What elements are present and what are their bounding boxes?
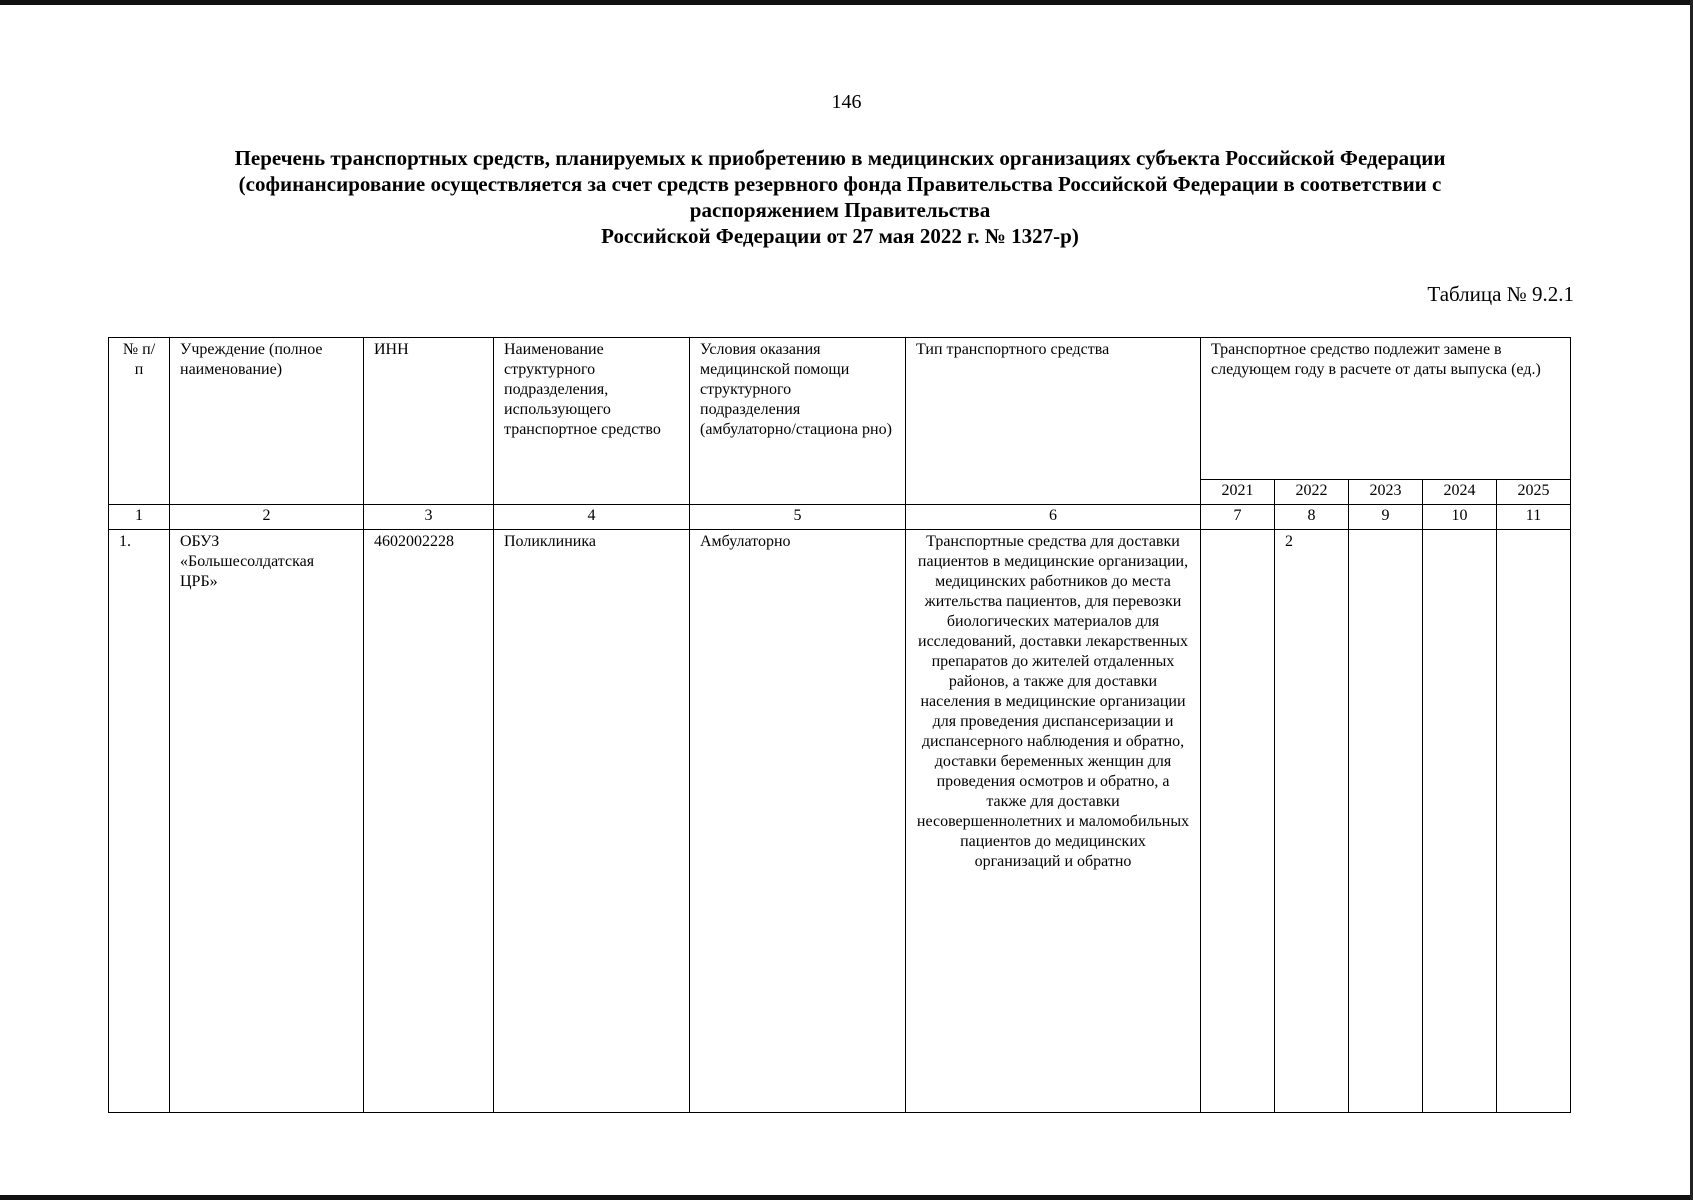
cell-institution: ОБУЗ «Большесолдатская ЦРБ» <box>170 530 364 1113</box>
cell-2024 <box>1423 530 1497 1113</box>
header-division: Наименование структурного подразделения, использующего транспортное средство <box>494 338 690 505</box>
header-institution: Учреждение (полное наименование) <box>170 338 364 505</box>
vehicle-table <box>108 337 1571 1113</box>
table-row <box>109 530 1571 1113</box>
column-number: 2 <box>170 505 364 530</box>
column-number: 10 <box>1423 505 1497 530</box>
header-replacement: Транспортное средство подлежит замене в следующем году в расчете от даты выпуска (ед.) <box>1201 338 1571 480</box>
cell-2021 <box>1201 530 1275 1113</box>
column-number: 3 <box>364 505 494 530</box>
cell-inn: 4602002228 <box>364 530 494 1113</box>
header-inn: ИНН <box>364 338 494 505</box>
column-number: 1 <box>109 505 170 530</box>
title-line: (софинансирование осуществляется за счет средств резервного фонда Правительства Российской Федерации в соответствии с <box>238 172 1442 196</box>
column-number: 6 <box>906 505 1201 530</box>
table-number: Таблица № 9.2.1 <box>1427 282 1574 306</box>
column-number-row <box>109 505 1571 530</box>
cell-no: 1. <box>109 530 170 1113</box>
document-title <box>140 145 1540 249</box>
year-2022: 2022 <box>1275 480 1349 505</box>
header-row <box>109 338 1571 480</box>
cell-conditions: Амбулаторно <box>690 530 906 1113</box>
scan-border-top <box>0 0 1693 5</box>
column-number: 5 <box>690 505 906 530</box>
page-number: 146 <box>831 91 862 113</box>
cell-vehicle-type: Транспортные средства для доставки пациентов в медицинские организации, медицинских работников до места жительства пациентов, для перевозки биологических материалов для исследований, доставки лекарственных препаратов до жителей отдаленных районов, а также для доставки населения в медицинские организации для проведения диспансеризации и диспансерного наблюдения и обратно, доставки беременных женщин для проведения осмотров и обратно, а также для доставки несовершеннолетних и маломобильных пациентов до медицинских организаций и обратно <box>906 530 1201 1113</box>
header-vehicle-type: Тип транспортного средства <box>906 338 1201 505</box>
title-line: Перечень транспортных средств, планируемых к приобретению в медицинских организациях субъекта Российской Федерации <box>234 146 1446 170</box>
cell-division: Поликлиника <box>494 530 690 1113</box>
year-2025: 2025 <box>1497 480 1571 505</box>
title-line: распоряжением Правительства <box>689 198 991 222</box>
header-conditions: Условия оказания медицинской помощи структурного подразделения (амбулаторно/стациона рно) <box>690 338 906 505</box>
year-2023: 2023 <box>1349 480 1423 505</box>
cell-2023 <box>1349 530 1423 1113</box>
column-number: 8 <box>1275 505 1349 530</box>
scan-border-bottom <box>0 1195 1693 1200</box>
column-number: 11 <box>1497 505 1571 530</box>
cell-2022: 2 <box>1275 530 1349 1113</box>
column-number: 4 <box>494 505 690 530</box>
year-2024: 2024 <box>1423 480 1497 505</box>
title-line: Российской Федерации от 27 мая 2022 г. № 1327-р) <box>601 224 1079 248</box>
column-number: 9 <box>1349 505 1423 530</box>
header-no: № п/п <box>109 338 170 505</box>
column-number: 7 <box>1201 505 1275 530</box>
year-2021: 2021 <box>1201 480 1275 505</box>
cell-2025 <box>1497 530 1571 1113</box>
